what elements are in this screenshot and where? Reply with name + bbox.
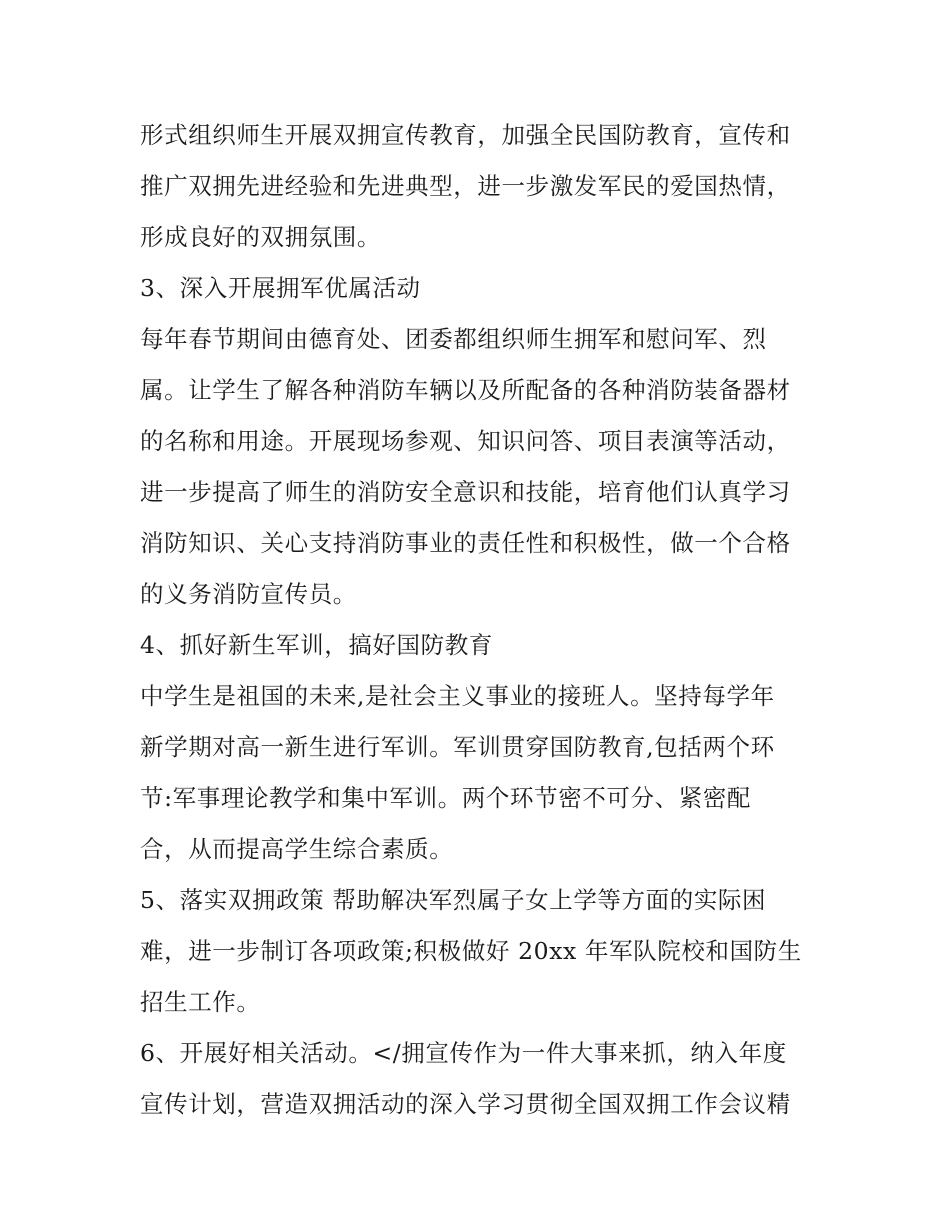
section-heading-3: 3、深入开展拥军优属活动	[140, 274, 421, 302]
document-body	[140, 110, 820, 1130]
section-heading-5: 5、落实双拥政策 帮助解决军烈属子女上学等方面的实际困	[140, 886, 767, 914]
section-heading-6: 6、开展好相关活动。</拥宣传作为一件大事来抓，纳入年度	[140, 1039, 787, 1067]
text-line: 中学生是祖国的未来,是社会主义事业的接班人。坚持每学年	[140, 682, 775, 710]
text-line: 属。让学生了解各种消防车辆以及所配备的各种消防装备器材	[140, 376, 791, 404]
text-line: 推广双拥先进经验和先进典型，进一步激发军民的爱国热情，	[140, 172, 791, 200]
text-line: 新学期对高一新生进行军训。军训贯穿国防教育,包括两个环	[140, 733, 775, 761]
text-line: 形式组织师生开展双拥宣传教育，加强全民国防教育，宣传和	[140, 121, 791, 149]
text-line: 的名称和用途。开展现场参观、知识问答、项目表演等活动，	[140, 427, 791, 455]
text-line: 宣传计划，营造双拥活动的深入学习贯彻全国双拥工作会议精	[140, 1090, 791, 1118]
text-line: 招生工作。	[140, 988, 261, 1016]
section-heading-4: 4、抓好新生军训，搞好国防教育	[140, 631, 493, 659]
text-line: 节:军事理论教学和集中军训。两个环节密不可分、紧密配	[140, 784, 752, 812]
text-line: 形成良好的双拥氛围。	[140, 223, 381, 251]
text-line: 每年春节期间由德育处、团委都组织师生拥军和慰问军、烈	[140, 325, 767, 353]
text-line: 的义务消防宣传员。	[140, 580, 357, 608]
text-line: 合，从而提高学生综合素质。	[140, 835, 454, 863]
text-line: 消防知识、关心支持消防事业的责任性和积极性，做一个合格	[140, 529, 791, 557]
text-line: 进一步提高了师生的消防安全意识和技能，培育他们认真学习	[140, 478, 791, 506]
text-line: 难，进一步制订各项政策;积极做好 20xx 年军队院校和国防生	[140, 937, 802, 965]
